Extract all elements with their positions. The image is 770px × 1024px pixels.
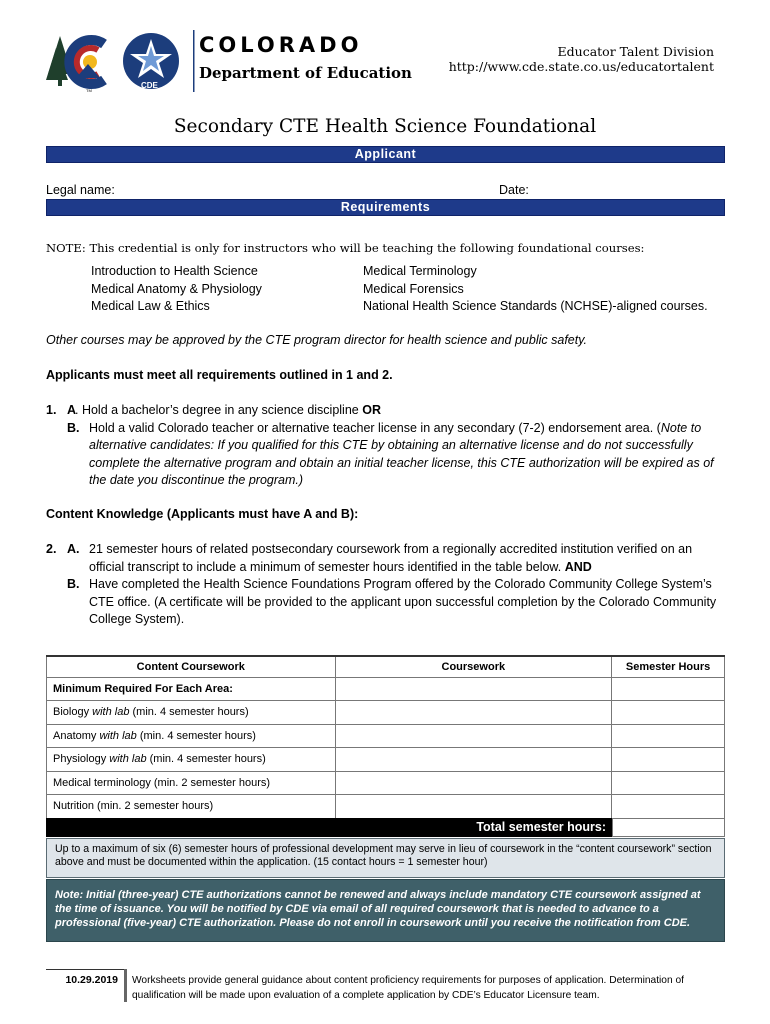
document-title: Secondary CTE Health Science Foundational: [173, 116, 597, 137]
requirements-section-bar: Requirements: [46, 199, 725, 216]
coursework-cell[interactable]: [335, 701, 612, 725]
content-knowledge-heading: Content Knowledge (Applicants must have A and B):: [46, 507, 359, 521]
logo-badge-text: CDE: [141, 81, 158, 90]
date-label[interactable]: Date:: [499, 183, 529, 197]
colorado-c-icon: [46, 36, 104, 86]
table-row: [47, 771, 725, 795]
col-header-coursework: Coursework: [335, 656, 612, 677]
course-item: Medical Forensics: [363, 281, 464, 296]
req1-a-letter: A: [67, 403, 77, 417]
area-label: Physiology with lab (min. 4 semester hours): [47, 748, 336, 772]
course-item: Medical Law & Ethics: [91, 299, 210, 313]
req2-b-letter: B.: [67, 577, 80, 591]
req1-b-italic-note: Note to alternative candidates: If you qualified for this CTE by obtaining an alternative license and do not successfully complete the alternative program and obtain an initial teacher license, this CTE authorization will be expired as of the date you discontinue the program.): [89, 420, 714, 487]
note-text: This credential is only for instructors who will be teaching the following foundational courses:: [85, 241, 645, 255]
req1-b-body: Hold a valid Colorado teacher or alternative teacher license in any secondary (7-2) endorsement area. (: [89, 420, 661, 435]
legal-name-label[interactable]: Legal name:: [46, 183, 115, 197]
table-row: [47, 677, 725, 701]
req2-a-letter: A.: [67, 542, 80, 556]
min-required-label: Minimum Required For Each Area:: [47, 677, 336, 701]
table-row: [47, 748, 725, 772]
hours-cell[interactable]: [612, 701, 725, 725]
requirement-2: [46, 541, 725, 631]
course-item: Medical Anatomy & Physiology: [91, 281, 262, 296]
area-label: Nutrition (min. 2 semester hours): [47, 795, 336, 819]
note-line: [46, 241, 644, 255]
logo-divider: [193, 30, 195, 92]
hours-cell[interactable]: [612, 748, 725, 772]
req2-a-and: AND: [564, 559, 592, 574]
coursework-cell[interactable]: [335, 748, 612, 772]
course-item: National Health Science Standards (NCHSE)-aligned courses.: [363, 299, 708, 313]
trademark-mark: TM: [86, 88, 92, 93]
coursework-cell[interactable]: [335, 771, 612, 795]
footer-divider: [124, 969, 127, 1002]
area-label: Biology with lab (min. 4 semester hours): [47, 701, 336, 725]
footer-text: Worksheets provide general guidance about content proficiency requirements for purposes of application. Determination of qualification will be made upon evaluation of a complete application by CDE’s Educator Licensure team.: [132, 975, 684, 1001]
cte-authorization-note: Note: Initial (three-year) CTE authorizations cannot be renewed and always include mandatory CTE coursework assigned at the time of issuance. You will be notified by CDE via email of all required coursework that is needed to advance to a professional (five-year) CTE authorization. Please do not enroll in coursework until you receive the notification from CDE.: [46, 879, 725, 942]
total-semester-hours-label: Total semester hours:: [46, 818, 612, 837]
col-header-content-coursework: Content Coursework: [47, 656, 336, 677]
courses-left-list: [91, 263, 262, 316]
req1-a-text: [75, 402, 381, 420]
applicant-section-bar: Applicant: [46, 146, 725, 163]
req2-b-text: Have completed the Health Science Foundations Program offered by the Colorado Community College System’s CTE office. (A certificate will be provided to the applicant upon successful completion by the Colorado Community College System).: [89, 577, 717, 626]
division-url[interactable]: http://www.cde.state.co.us/educatortalent: [448, 59, 714, 74]
division-name: Educator Talent Division: [557, 44, 714, 59]
req1-a-body: . Hold a bachelor’s degree in any science discipline: [75, 403, 363, 417]
course-item: Medical Terminology: [363, 264, 477, 278]
table-row: [47, 795, 725, 819]
applicants-must-heading: Applicants must meet all requirements outlined in 1 and 2.: [46, 368, 393, 382]
cde-logo: [46, 28, 196, 94]
table-row: [47, 701, 725, 725]
course-item: Introduction to Health Science: [91, 264, 258, 278]
col-header-semester-hours: Semester Hours: [612, 656, 725, 677]
requirement-1: [46, 402, 725, 492]
coursework-cell[interactable]: [335, 724, 612, 748]
other-courses-note: Other courses may be approved by the CTE program director for health science and public safety.: [46, 333, 588, 347]
req2-a-text: [89, 541, 725, 576]
division-block: [449, 44, 714, 74]
coursework-cell[interactable]: [335, 677, 612, 701]
courses-right-list: [363, 263, 708, 316]
coursework-table: [46, 655, 725, 819]
hours-cell[interactable]: [612, 724, 725, 748]
coursework-cell[interactable]: [335, 795, 612, 819]
footer-date: 10.29.2019: [46, 969, 124, 986]
note-label: NOTE:: [46, 241, 86, 255]
req1-number: 1.: [46, 403, 57, 417]
hours-cell[interactable]: [612, 677, 725, 701]
hours-cell[interactable]: [612, 795, 725, 819]
area-label: Anatomy with lab (min. 4 semester hours): [47, 724, 336, 748]
req1-b-text: [89, 420, 725, 490]
req2-number: 2.: [46, 542, 57, 556]
total-semester-hours-cell[interactable]: [612, 818, 725, 837]
area-label: Medical terminology (min. 2 semester hours): [47, 771, 336, 795]
req1-b-letter: B.: [67, 420, 80, 435]
hours-cell[interactable]: [612, 771, 725, 795]
brand-name: COLORADO: [199, 33, 363, 57]
req2-a-body: 21 semester hours of related postsecondary coursework from a regionally accredited institution verified on an official transcript to include a minimum of semester hours identified in the table below.: [89, 542, 693, 574]
table-row: [47, 724, 725, 748]
brand-department: Department of Education: [199, 64, 412, 82]
professional-development-note: Up to a maximum of six (6) semester hours of professional development may serve in lieu of coursework in the “content coursework” section above and must be documented within the application. (15 contact hours = 1 semester hour): [46, 838, 725, 878]
table-header-row: [47, 656, 725, 677]
req1-a-or: OR: [362, 403, 381, 417]
